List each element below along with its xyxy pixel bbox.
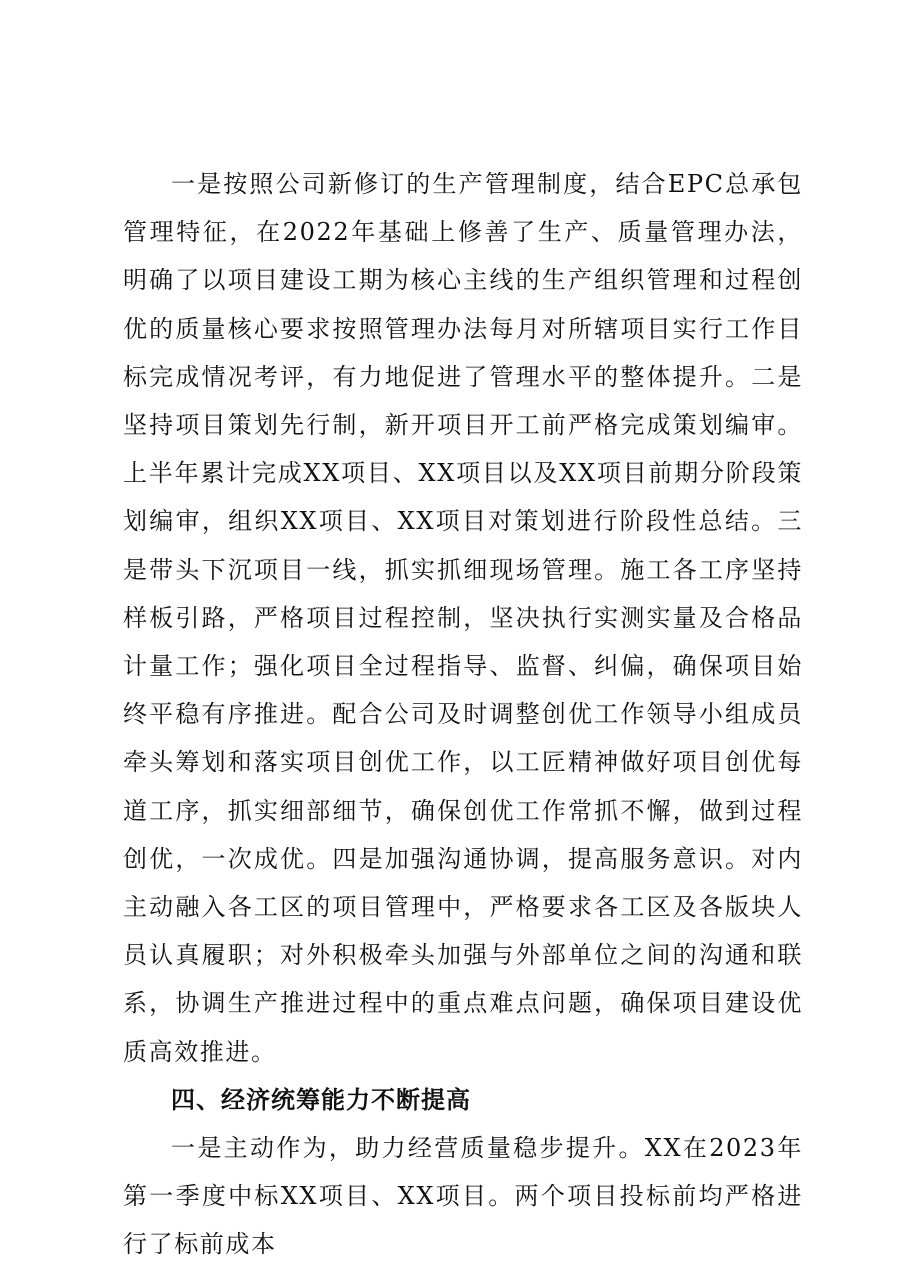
body-paragraph-after-heading: 一是主动作为，助力经营质量稳步提升。XX在2023年第一季度中标XX项目、XX项目。两个项目投标前均严格进行了标前成本 [123, 1134, 803, 1259]
document-body [123, 160, 803, 1269]
section-heading: 四、经济统筹能力不断提高 [171, 1085, 471, 1114]
body-paragraph: 一是按照公司新修订的生产管理制度，结合EPC总承包管理特征，在2022年基础上修善了生产、质量管理办法，明确了以项目建设工期为核心主线的生产组织管理和过程创优的质量核心要求按照管理办法每月对所辖项目实行工作目标完成情况考评，有力地促进了管理水平的整体提升。二是坚持项目策划先行制，新开项目开工前严格完成策划编审。上半年累计完成XX项目、XX项目以及XX项目前期分阶段策划编审，组织XX项目、XX项目对策划进行阶段性总结。三是带头下沉项目一线，抓实抓细现场管理。施工各工序坚持样板引路，严格项目过程控制，坚决执行实测实量及合格品计量工作；强化项目全过程指导、监督、纠偏，确保项目始终平稳有序推进。配合公司及时调整创优工作领导小组成员牵头筹划和落实项目创优工作，以工匠精神做好项目创优每道工序，抓实细部细节，确保创优工作常抓不懈，做到过程创优，一次成优。四是加强沟通协调，提高服务意识。对内主动融入各工区的项目管理中，严格要求各工区及各版块人员认真履职；对外积极牵头加强与外部单位之间的沟通和联系，协调生产推进过程中的重点难点问题，确保项目建设优质高效推进。 [123, 170, 803, 1066]
